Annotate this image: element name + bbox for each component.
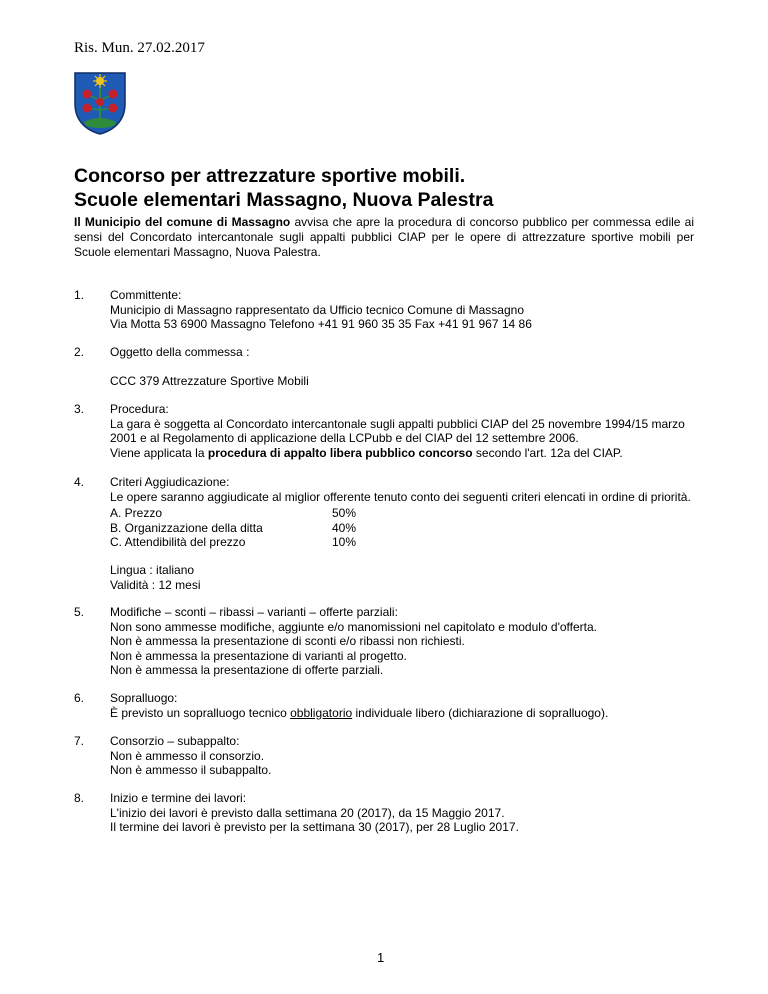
section-line: Non è ammesso il consorzio.	[110, 748, 265, 763]
section-2	[74, 345, 698, 388]
section-number: 3.	[74, 402, 85, 416]
section-number: 1.	[74, 288, 85, 302]
underlined-text-run: obbligatorio	[290, 705, 353, 720]
validita-line: Validità : 12 mesi	[110, 577, 201, 592]
intro-bold: Il Municipio del comune di Massagno	[74, 215, 291, 229]
section-5	[74, 605, 698, 678]
municipal-crest-logo	[72, 70, 128, 136]
criteria-row	[110, 535, 357, 550]
criteria-row	[110, 506, 357, 521]
section-number: 6.	[74, 691, 85, 705]
section-6	[74, 691, 698, 720]
section-heading: Consorzio – subappalto:	[110, 734, 240, 748]
section-line: Le opere saranno aggiudicate al miglior offerente tenuto conto dei seguenti criteri elencati in ordine di priorità.	[110, 489, 691, 504]
language-validity	[110, 563, 201, 592]
section-3	[74, 402, 698, 460]
section-line: Non è ammesso il subappalto.	[110, 763, 272, 777]
section-line: Il termine dei lavori è previsto per la settimana 30 (2017), per 28 Luglio 2017.	[110, 820, 519, 834]
section-heading: Oggetto della commessa :	[110, 345, 250, 359]
criteria-label: C. Attendibilità del prezzo	[110, 535, 246, 549]
section-heading: Sopralluogo:	[110, 691, 178, 705]
section-heading: Procedura:	[110, 402, 169, 416]
title-line-1: Concorso per attrezzature sportive mobili.	[74, 165, 466, 187]
text-run: individuale libero (dichiarazione di sopralluogo).	[352, 705, 609, 720]
bold-text-run: procedura di appalto libera pubblico concorso	[207, 445, 473, 460]
criteria-weight: 50%	[332, 506, 357, 520]
section-line: Non è ammessa la presentazione di sconti e/o ribassi non richiesti.	[110, 634, 465, 648]
section-1	[74, 288, 698, 332]
text-run: secondo l'art. 12a del CIAP.	[472, 445, 623, 460]
section-number: 4.	[74, 475, 85, 489]
section-7	[74, 734, 698, 778]
section-heading: Modifiche – sconti – ribassi – varianti – offerte parziali:	[110, 605, 398, 619]
section-number: 8.	[74, 791, 85, 805]
section-number: 2.	[74, 345, 85, 359]
section-line: La gara è soggetta al Concordato intercantonale sugli appalti pubblici CIAP del 25 novembre 1994/15 marzo 2001 e al Regolamento di applicazione della LCPubb e del CIAP del 12 settembre 2006.	[110, 416, 685, 445]
section-4	[74, 475, 698, 504]
section-line: CCC 379 Attrezzature Sportive Mobili	[110, 373, 309, 388]
criteria-label: A. Prezzo	[110, 506, 163, 520]
section-number: 7.	[74, 734, 85, 748]
section-heading: Inizio e termine dei lavori:	[110, 791, 247, 805]
criteria-weight: 10%	[332, 535, 357, 549]
section-line: Non è ammessa la presentazione di varianti al progetto.	[110, 648, 407, 663]
section-number: 5.	[74, 605, 85, 619]
lingua-line: Lingua : italiano	[110, 563, 195, 577]
criteria-row	[110, 520, 357, 536]
section-line: Via Motta 53 6900 Massagno Telefono +41 91 960 35 35 Fax +41 91 967 14 86	[110, 317, 532, 331]
document-title	[74, 164, 493, 212]
section-line: Non sono ammesse modifiche, aggiunte e/o manomissioni nel capitolato e modulo d'offerta.	[110, 619, 598, 634]
intro-text: avvisa che apre la procedura di concorso pubblico per commessa edile ai sensi del Concordato intercantonale sugli appalti pubblici CIAP per le opere di attrezzature sportive mobili per Scuole elementari Massagno, Nuova Palestra.	[74, 215, 694, 259]
intro-paragraph	[74, 215, 694, 260]
page-number: 1	[377, 950, 385, 965]
section-heading: Committente:	[110, 288, 182, 302]
text-run: È previsto un sopralluogo tecnico	[110, 705, 291, 720]
section-heading: Criteri Aggiudicazione:	[110, 475, 230, 489]
header-reference: Ris. Mun. 27.02.2017	[74, 40, 205, 56]
section-line: Municipio di Massagno rappresentato da Ufficio tecnico Comune di Massagno	[110, 302, 525, 317]
section-line: Non è ammessa la presentazione di offerte parziali.	[110, 663, 384, 677]
criteria-weight: 40%	[332, 520, 357, 535]
text-run: Viene applicata la	[110, 445, 208, 460]
criteria-label: B. Organizzazione della ditta	[110, 520, 263, 535]
criteria-list	[110, 506, 357, 550]
section-line: L'inizio dei lavori è previsto dalla settimana 20 (2017), da 15 Maggio 2017.	[110, 805, 505, 820]
section-line	[110, 706, 698, 721]
section-8	[74, 791, 698, 835]
section-line	[110, 446, 698, 461]
title-line-2: Scuole elementari Massagno, Nuova Palestra	[74, 189, 494, 211]
